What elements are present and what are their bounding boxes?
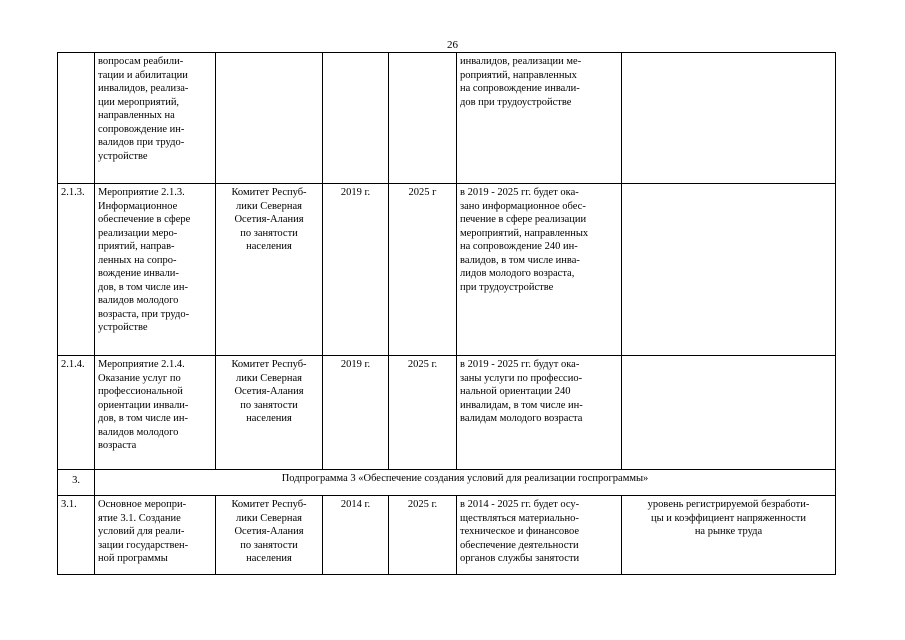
text-line: лики Северная xyxy=(236,512,302,524)
end-year-cell xyxy=(389,53,457,184)
page-number: 26 xyxy=(447,39,458,51)
text-line: вопросам реабили- xyxy=(98,56,184,67)
text-line: Основное меропри- xyxy=(98,499,187,510)
text-line: возраста, при трудо- xyxy=(98,308,190,320)
text-line: обеспечение деятельности xyxy=(460,539,579,551)
start-year-cell: 2014 г. xyxy=(323,496,389,575)
text-line: ной программы xyxy=(98,553,168,564)
text-line: по занятости xyxy=(240,539,298,551)
text-line: органов службы занятости xyxy=(460,553,580,564)
text-line: обеспечение в сфере xyxy=(98,214,191,225)
executor-cell xyxy=(216,496,323,575)
text-line: валидов при трудо- xyxy=(98,137,185,148)
indicator-cell xyxy=(622,356,836,470)
text-line: лидов молодого возраста, xyxy=(460,268,575,279)
text-line: по занятости xyxy=(240,399,298,411)
text-line: в 2014 - 2025 гг. будет осу- xyxy=(460,499,580,510)
subprogram-row xyxy=(58,470,836,496)
text-line: населения xyxy=(246,413,292,424)
row-number: 2.1.4. xyxy=(58,356,95,470)
text-line: населения xyxy=(246,553,292,564)
row-number: 2.1.3. xyxy=(58,184,95,356)
text-line: мероприятий, направленных xyxy=(460,227,589,239)
text-line: на сопровождение инвали- xyxy=(460,83,580,94)
table-row xyxy=(58,184,836,356)
text-line: роприятий, направленных xyxy=(460,69,577,81)
expected-result-cell xyxy=(457,356,622,470)
activity-name-cell xyxy=(95,53,216,184)
text-line: валидов, в том числе инва- xyxy=(460,254,580,266)
text-line: сопровождение ин- xyxy=(98,123,185,135)
text-line: вождение инвали- xyxy=(98,268,179,279)
text-line: техническое и финансовое xyxy=(460,526,580,537)
expected-result-cell xyxy=(457,496,622,575)
text-line: устройстве xyxy=(98,322,148,333)
text-line: населения xyxy=(246,241,292,252)
text-line: Осетия-Алания xyxy=(234,386,304,397)
text-line: дов, в том числе ин- xyxy=(98,281,188,293)
text-line: Комитет Респуб- xyxy=(231,499,307,510)
text-line: ориентации инвали- xyxy=(98,399,189,411)
text-line: дов при трудоустройстве xyxy=(460,96,572,108)
program-activities-table xyxy=(57,52,836,575)
text-line: валидов молодого xyxy=(98,426,179,438)
text-line: Осетия-Алания xyxy=(234,526,304,537)
end-year-cell: 2025 г. xyxy=(389,496,457,575)
activity-name-cell xyxy=(95,496,216,575)
text-line: в 2019 - 2025 гг. будет ока- xyxy=(460,187,579,198)
text-line: Осетия-Алания xyxy=(234,214,304,225)
subprogram-title: Подпрограмма 3 «Обеспечение создания условий для реализации госпрограммы» xyxy=(95,470,836,496)
text-line: ятие 3.1. Создание xyxy=(98,512,181,524)
text-line: ществляться материально- xyxy=(460,512,579,524)
text-line: Мероприятие 2.1.3. xyxy=(98,187,185,198)
end-year-cell: 2025 г xyxy=(389,184,457,356)
text-line: устройстве xyxy=(98,150,148,162)
text-line: Оказание услуг по xyxy=(98,372,181,384)
table-row xyxy=(58,356,836,470)
text-line: Комитет Респуб- xyxy=(231,359,307,370)
indicator-cell xyxy=(622,496,836,575)
activity-name-cell xyxy=(95,356,216,470)
text-line: условий для реали- xyxy=(98,526,185,537)
text-line: Информационное xyxy=(98,200,178,212)
executor-cell xyxy=(216,53,323,184)
text-line: по занятости xyxy=(240,227,298,239)
indicator-cell xyxy=(622,53,836,184)
text-line: тации и абилитации xyxy=(98,69,188,81)
text-line: зации государствен- xyxy=(98,539,189,551)
table-row xyxy=(58,496,836,575)
row-number: 3.1. xyxy=(58,496,95,575)
text-line: приятий, направ- xyxy=(98,241,175,252)
text-line: валидов молодого xyxy=(98,295,179,306)
executor-cell xyxy=(216,356,323,470)
text-line: валидам молодого возраста xyxy=(460,413,583,424)
text-line: лики Северная xyxy=(236,372,302,384)
text-line: цы и коэффициент напряженности xyxy=(650,512,807,524)
end-year-cell: 2025 г. xyxy=(389,356,457,470)
text-line: ции мероприятий, xyxy=(98,96,180,108)
start-year-cell: 2019 г. xyxy=(323,184,389,356)
text-line: лики Северная xyxy=(236,200,302,212)
text-line: реализации меро- xyxy=(98,227,178,239)
text-line: зано информационное обес- xyxy=(460,200,586,212)
text-line: на рынке труда xyxy=(694,526,763,537)
text-line: печение в сфере реализации xyxy=(460,214,587,225)
text-line: направленных на xyxy=(98,110,175,121)
text-line: нальной ориентации 240 xyxy=(460,386,571,397)
activity-name-cell xyxy=(95,184,216,356)
indicator-cell xyxy=(622,184,836,356)
text-line: инвалидов, реализа- xyxy=(98,83,189,94)
text-line: профессиональной xyxy=(98,386,183,397)
row-number: 3. xyxy=(58,470,95,496)
expected-result-cell xyxy=(457,53,622,184)
start-year-cell xyxy=(323,53,389,184)
executor-cell xyxy=(216,184,323,356)
row-number xyxy=(58,53,95,184)
table-row xyxy=(58,53,836,184)
text-line: заны услуги по профессио- xyxy=(460,372,583,384)
text-line: ленных на сопро- xyxy=(98,254,177,266)
text-line: Мероприятие 2.1.4. xyxy=(98,359,185,370)
text-line: уровень регистрируемой безработи- xyxy=(647,499,810,510)
start-year-cell: 2019 г. xyxy=(323,356,389,470)
text-line: в 2019 - 2025 гг. будут ока- xyxy=(460,359,580,370)
expected-result-cell xyxy=(457,184,622,356)
text-line: инвалидов, реализации ме- xyxy=(460,56,582,67)
text-line: на сопровождение 240 ин- xyxy=(460,241,578,252)
text-line: дов, в том числе ин- xyxy=(98,413,188,424)
text-line: при трудоустройстве xyxy=(460,281,554,293)
text-line: инвалидам, в том числе ин- xyxy=(460,399,583,411)
text-line: возраста xyxy=(98,440,137,451)
text-line: Комитет Респуб- xyxy=(231,187,307,198)
